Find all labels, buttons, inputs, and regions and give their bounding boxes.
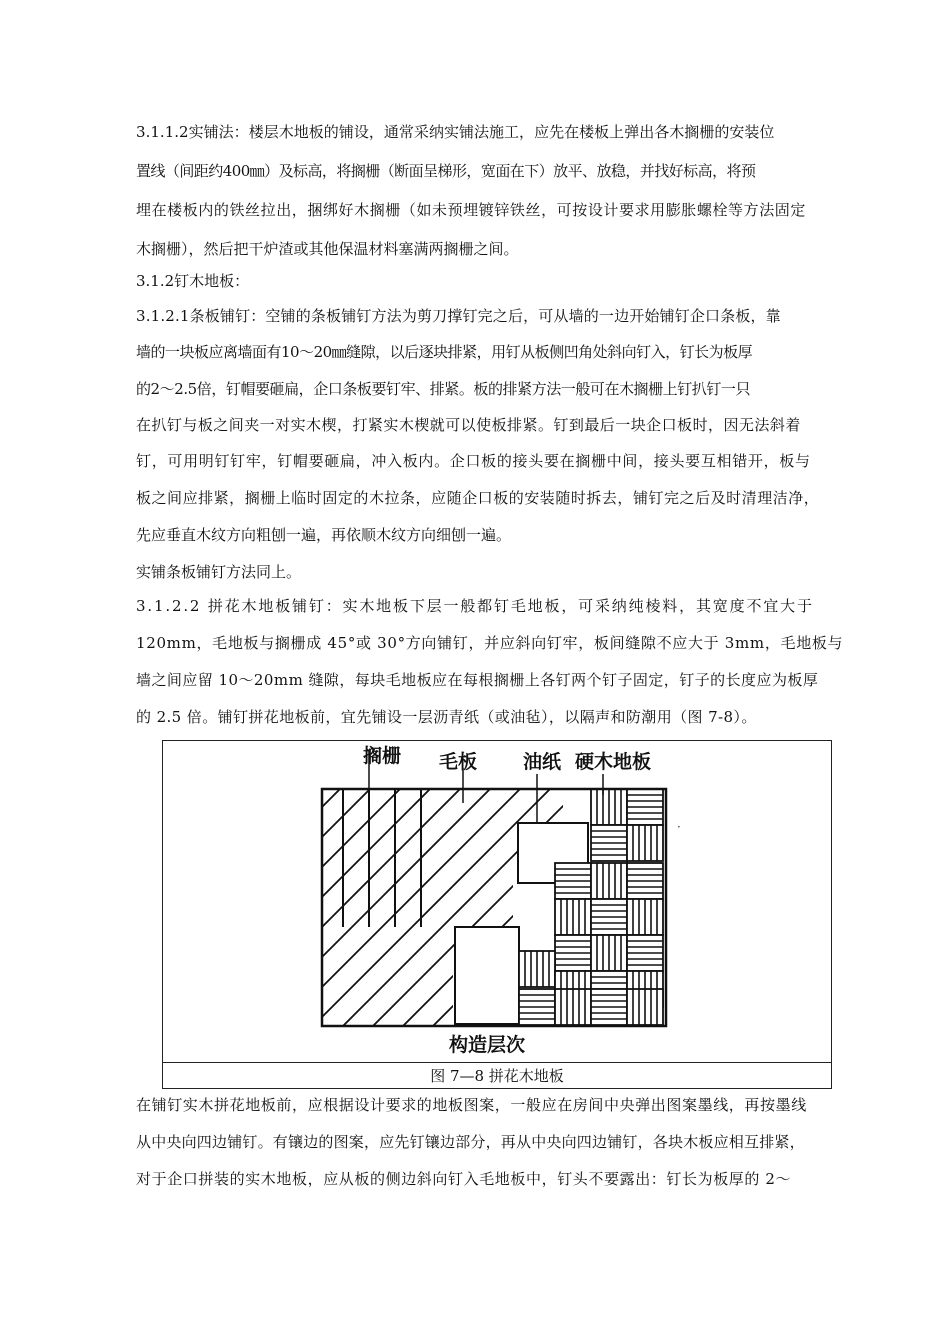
parquet-tile	[555, 899, 591, 935]
text-line: 的 2.5 倍。铺钉拼花地板前，宜先铺设一层沥青纸（或油毡），以隔声和防潮用（图 7-8）。	[136, 708, 757, 726]
text-line: 120mm，毛地板与搁栅成 45°或 30°方向铺钉，并应斜向钉牢，板间缝隙不应大于 3mm，毛地板与	[136, 634, 844, 652]
parquet-tile	[591, 863, 627, 899]
text-line: 的2～2.5倍，钉帽要砸扁，企口条板要钉牢、排紧。板的排紧方法一般可在木搁栅上钉扒钉一只	[136, 380, 751, 398]
parquet-tile	[627, 789, 663, 825]
parquet-tile	[627, 935, 663, 971]
text-line: 板之间应排紧，搁栅上临时固定的木拉条，应随企口板的安装随时拆去，铺钉完之后及时清理洁净，	[136, 489, 820, 507]
parquet-tile	[591, 935, 627, 971]
text-line: 木搁栅），然后把干炉渣或其他保温材料塞满两搁栅之间。	[136, 240, 519, 258]
parquet-tile	[555, 863, 591, 899]
text-line: 先应垂直木纹方向粗刨一遍，再依顺木纹方向细刨一遍。	[136, 526, 512, 544]
text-line: 墙的一块板应离墙面有10～20㎜缝隙，以后逐块排紧，用钉从板侧凹角处斜向钉入，钉长为板厚	[136, 343, 753, 361]
text-line: 在铺钉实木拼花地板前，应根据设计要求的地板图案，一般应在房间中央弹出图案墨线，再按墨线	[136, 1096, 807, 1114]
parquet-tile	[555, 989, 591, 1025]
text-line: 对于企口拼装的实木地板，应从板的侧边斜向钉入毛地板中，钉头不要露出：钉长为板厚的 2～	[136, 1170, 792, 1188]
text-line: 在扒钉与板之间夹一对实木楔，打紧实木楔就可以使板排紧。钉到最后一块企口板时，因无法斜着	[136, 416, 801, 434]
parquet-tile	[591, 789, 627, 825]
text-line: 3.1.2.1条板铺钉：空铺的条板铺钉方法为剪刀撑钉完之后，可从墙的一边开始铺钉企口条板，靠	[136, 307, 781, 325]
label-hardwood: 硬木地板	[575, 751, 652, 773]
label-felt: 油纸	[523, 751, 562, 773]
parquet-tile	[627, 863, 663, 899]
parquet-tile	[591, 825, 627, 861]
parquet-tile	[519, 989, 555, 1025]
text-line: 埋在楼板内的铁丝拉出，捆绑好木搁栅（如未预埋镀锌铁丝，可按设计要求用膨胀螺栓等方法固定	[136, 201, 806, 219]
text-line: 置线（间距约400㎜）及标高，将搁栅（断面呈梯形，宽面在下）放平、放稳，并找好标高，将预	[136, 162, 756, 180]
parquet-tile	[627, 825, 663, 861]
text-line: 3.1.2钉木地板：	[136, 272, 250, 290]
text-line: 3.1.2.2 拼花木地板铺钉：实木地板下层一般都钉毛地板，可采纳纯棱料，其宽度不宜大于	[136, 597, 814, 615]
parquet-tile	[555, 935, 591, 971]
label-joist: 搁栅	[363, 745, 402, 767]
parquet-tile	[627, 899, 663, 935]
floor-construction-diagram	[163, 741, 831, 1061]
figure-parquet-floor	[162, 740, 832, 1089]
label-subfloor: 毛板	[439, 751, 478, 773]
text-line: 实铺条板铺钉方法同上。	[136, 563, 302, 581]
text-line: 3.1.1.2实铺法：楼层木地板的铺设，通常采纳实铺法施工，应先在楼板上弹出各木搁栅的安装位	[136, 123, 775, 141]
text-line: 从中央向四边铺钉。有镶边的图案，应先钉镶边部分，再从中央向四边铺钉，各块木板应相互排紧，	[136, 1133, 805, 1151]
parquet-tile	[627, 989, 663, 1025]
parquet-tile	[591, 989, 627, 1025]
stray-mark: ·	[677, 820, 681, 834]
text-line: 钉，可用明钉钉牢，钉帽要砸扁，冲入板内。企口板的接头要在搁栅中间，接头要互相错开，板与	[136, 452, 811, 470]
felt-panel-lower	[455, 927, 519, 1024]
text-line: 墙之间应留 10～20mm 缝隙，每块毛地板应在每根搁栅上各钉两个钉子固定，钉子的长度应为板厚	[136, 671, 819, 689]
label-construction-layers: 构造层次	[449, 1034, 526, 1056]
parquet-tile	[591, 899, 627, 935]
parquet-tile	[519, 951, 555, 987]
figure-caption: 图 7—8 拼花木地板	[163, 1062, 831, 1088]
